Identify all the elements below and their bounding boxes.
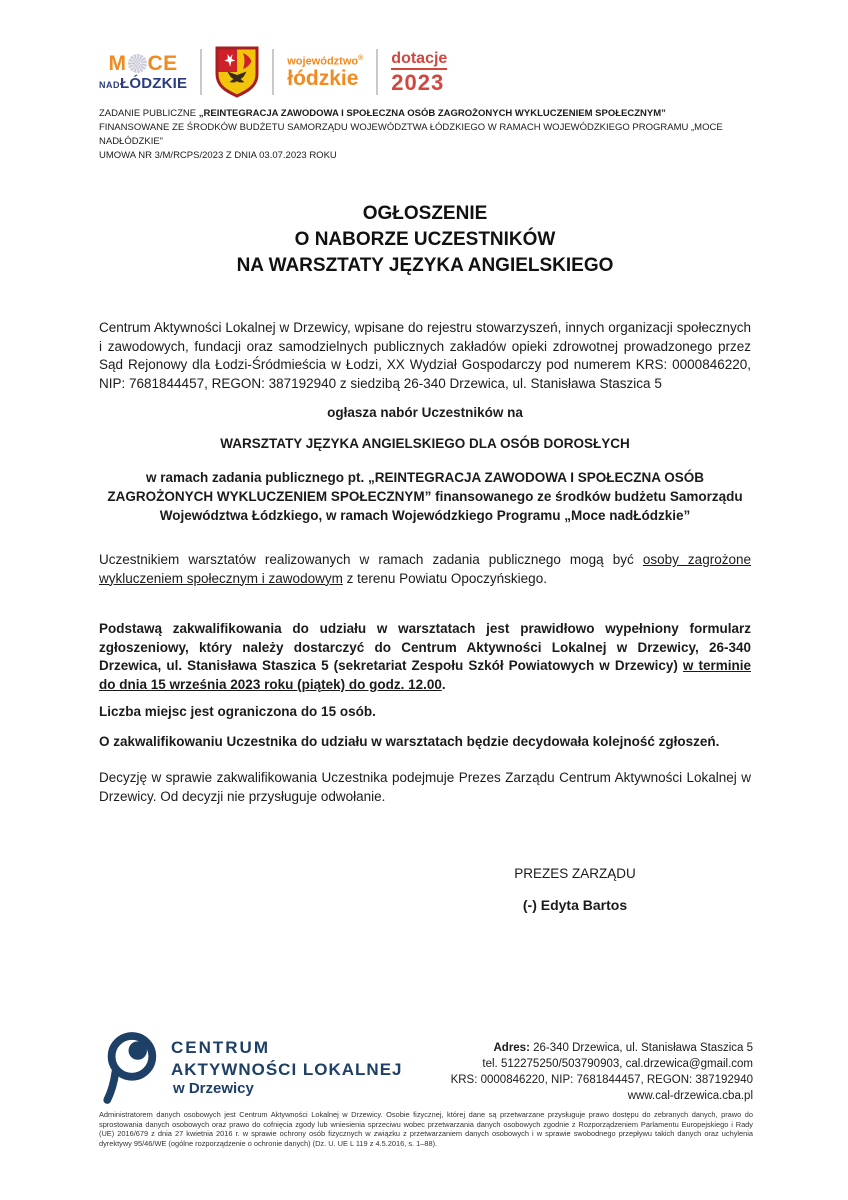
eligibility-paragraph	[99, 551, 751, 588]
eligibility-underlined: osoby zagrożone wykluczeniem społecznym i zawodowym	[99, 552, 751, 586]
application-deadline-underlined: w terminie do dnia 15 września 2023 roku (piątek) do godz. 12.00	[99, 658, 751, 692]
application-paragraph	[99, 620, 751, 694]
cal-org-line-3: w Drzewicy	[173, 1079, 254, 1097]
decision-paragraph: Decyzję w sprawie zakwalifikowania Uczestnika podejmuje Prezes Zarządu Centrum Aktywności Lokalnej w Drzewicy. Od decyzji nie przysługuje odwołanie.	[99, 770, 751, 804]
intro-paragraph: Centrum Aktywności Lokalnej w Drzewicy, wpisane do rejestru stowarzyszeń, innych organizacji społecznych i zawodowych, fundacji oraz samodzielnych publicznych zakładów opieki zdrowotnej prowadzonego przez Sąd Rejonowy dla Łodzi-Śródmieścia w Łodzi, XX Wydział Gospodarczy pod numerem KRS: 0000846220, NIP: 7681844457, REGON: 387192940 z siedzibą 26-340 Drzewica, ul. Stanisława Staszica 5	[99, 320, 751, 391]
signature-block	[455, 866, 695, 913]
address-block	[451, 1030, 753, 1104]
moce-logo-m: M	[108, 52, 127, 75]
logo-divider	[376, 49, 378, 95]
dotacje-2023-logo	[391, 51, 447, 94]
lodzkie-label: łódzkie	[287, 67, 359, 91]
announce-line: ogłasza nabór Uczestników na	[327, 405, 523, 420]
website-line: www.cal-drzewica.cba.pl	[627, 1090, 753, 1102]
contact-line: tel. 512275250/503790903, cal.drzewica@gmail.com	[482, 1058, 753, 1070]
dotacje-label: dotacje	[391, 51, 447, 70]
moce-logo-nad: NAD	[99, 80, 120, 90]
signature-role: PREZES ZARZĄDU	[514, 866, 636, 881]
funding-meta	[99, 107, 751, 163]
signature-name: (-) Edyta Bartos	[522, 897, 628, 913]
moce-logo-ce: CE	[147, 52, 178, 75]
registered-mark: ®	[358, 54, 364, 62]
eligibility-post: z terenu Powiatu Opoczyńskiego.	[342, 570, 547, 586]
address-label: Adres:	[493, 1042, 530, 1054]
cal-org-line-1: CENTRUM	[171, 1038, 270, 1058]
wojewodztwo-lodzkie-logo	[287, 55, 363, 90]
limit-line: Liczba miejsc jest ograniczona do 15 osób.	[99, 704, 376, 719]
meta-line-task	[99, 107, 751, 121]
workshop-title-line: WARSZTATY JĘZYKA ANGIELSKIEGO DLA OSÓB DOROSŁYCH	[220, 435, 630, 451]
program-paragraph: w ramach zadania publicznego pt. „REINTEGRACJA ZAWODOWA I SPOŁECZNA OSÓB ZAGROŻONYCH WYKLUCZENIEM SPOŁECZNYM” finansowanego ze środków budżetu Samorządu Województwa Łódzkiego, w ramach Wojewódzkiego Programu „Moce nadŁódzkie”	[107, 470, 743, 523]
address-value: 26-340 Drzewica, ul. Stanisława Staszica 5	[529, 1042, 753, 1054]
cal-logo	[99, 1030, 403, 1106]
meta-task-title: „REINTEGRACJA ZAWODOWA I SPOŁECZNA OSÓB ZAGROŻONYCH WYKLUCZENIEM SPOŁECZNYM”	[198, 108, 666, 119]
title-line-1: OGŁOSZENIE	[362, 203, 488, 224]
footer	[99, 1030, 753, 1106]
application-post: .	[441, 676, 446, 692]
cal-logo-text	[171, 1037, 403, 1098]
moce-logo-lodzkie: ŁÓDZKIE	[120, 75, 188, 92]
moce-logo-bottom	[99, 76, 187, 91]
meta-line-funding: FINANSOWANE ZE ŚRODKÓW BUDŻETU SAMORZĄDU WOJEWÓDZTWA ŁÓDZKIEGO W RAMACH WOJEWÓDZKIEGO PROGRAMU „MOCE NADŁÓDZKIE”	[99, 122, 723, 147]
dotacje-year: 2023	[391, 69, 445, 95]
eligibility-pre: Uczestnikiem warsztatów realizowanych w ramach zadania publicznego mogą być	[99, 552, 643, 567]
moce-rosette-icon	[128, 54, 147, 73]
wojewodztwo-label: województwo	[287, 55, 359, 68]
moce-nadlodzkie-logo	[99, 53, 187, 91]
cal-org-line-2: AKTYWNOŚCI LOKALNEJ	[171, 1059, 403, 1079]
logo-divider	[272, 49, 274, 95]
order-line: O zakwalifikowaniu Uczestnika do udziału w warsztatach będzie decydowała kolejność zgłoszeń.	[99, 733, 720, 749]
page-title	[99, 201, 751, 279]
title-line-2: O NABORZE UCZESTNIKÓW	[294, 229, 556, 250]
meta-line-contract: UMOWA NR 3/M/RCPS/2023 Z DNIA 03.07.2023 ROKU	[99, 150, 337, 161]
moce-logo-top	[109, 53, 178, 74]
address-line	[451, 1040, 753, 1056]
title-line-3: NA WARSZTATY JĘZYKA ANGIELSKIEGO	[236, 255, 614, 276]
meta-task-prefix: ZADANIE PUBLICZNE	[99, 108, 199, 119]
lodzkie-coat-of-arms-icon	[215, 46, 259, 98]
cal-pin-icon	[99, 1030, 161, 1106]
logo-divider	[200, 49, 202, 95]
legal-fine-print: Administratorem danych osobowych jest Centrum Aktywności Lokalnej w Drzewicy. Osobie fizycznej, której dane są przetwarzane przysługuje prawo dostępu do zebranych danych, prawo do sprostowania danych osobowych oraz prawo do cofnięcia zgody lub wniesienia sprzeciwu wobec przetwarzania danych osobowych zgodnie z Rozporządzeniem Parlamentu Europejskiego i Rady (UE) 2016/679 z dnia 27 kwietnia 2016 r. w sprawie ochrony osób fizycznych w związku z przetwarzaniem danych osobowych i w sprawie swobodnego przepływu takich danych oraz uchylenia dyrektywy 95/46/WE (ogólne rozporządzenie o ochronie danych) (Dz. U. UE L 119 z 4.5.2016, s. 1–88).	[99, 1110, 753, 1148]
application-main: Podstawą zakwalifikowania do udziału w warsztatach jest prawidłowo wypełniony formularz zgłoszeniowy, który należy dostarczyć do Centrum Aktywności Lokalnej w Drzewicy, 26-340 Drzewica, ul. Stanisława Staszica 5 (sekretariat Zespołu Szkół Powiatowych w Drzewicy)	[99, 621, 751, 673]
registry-line: KRS: 0000846220, NIP: 7681844457, REGON: 387192940	[450, 1074, 753, 1086]
header-logo-strip	[99, 43, 751, 101]
